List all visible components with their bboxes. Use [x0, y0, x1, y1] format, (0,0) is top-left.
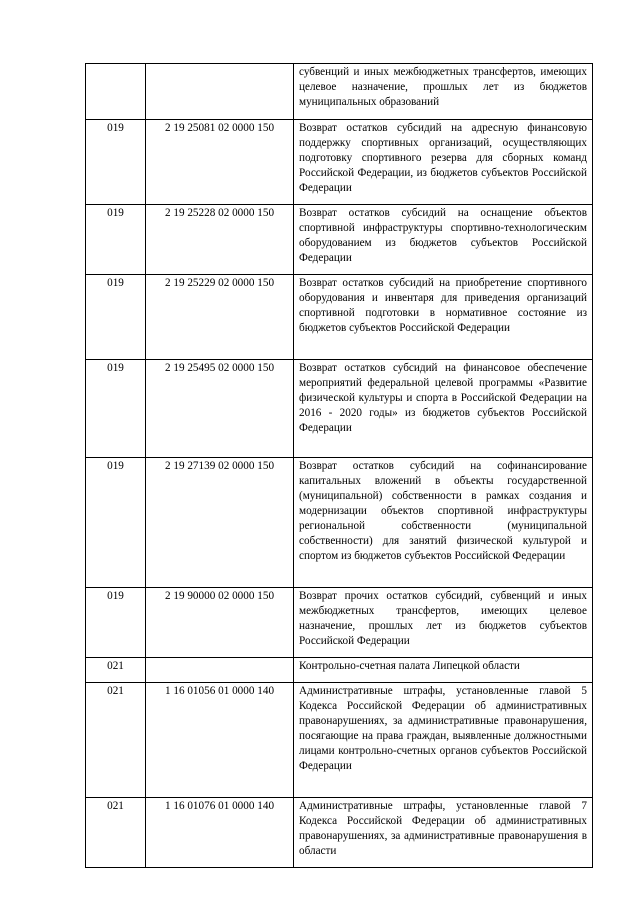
income-name-cell: Административные штрафы, установленные главой 5 Кодекса Российской Федерации об административных правонарушениях, за административные правонарушения, посягающие на права граждан, выявленные должностными лицами контрольно-счетных органов субъектов Российской Федерации — [294, 683, 593, 798]
admin-code-cell: 019 — [86, 120, 146, 205]
admin-code-cell — [86, 64, 146, 120]
table-row — [86, 683, 593, 798]
income-name-cell: Административные штрафы, установленные главой 7 Кодекса Российской Федерации об административных правонарушениях, за административные правонарушения в области — [294, 798, 593, 868]
admin-code-cell: 021 — [86, 798, 146, 868]
table-row — [86, 658, 593, 683]
admin-code-cell: 019 — [86, 588, 146, 658]
table-row — [86, 458, 593, 588]
budget-code-cell — [146, 658, 294, 683]
admin-code-cell: 019 — [86, 275, 146, 360]
income-name-cell: Возврат остатков субсидий на оснащение объектов спортивной инфраструктуры спортивно-технологическим оборудованием из бюджетов субъектов Российской Федерации — [294, 205, 593, 275]
income-name-cell: Контрольно-счетная палата Липецкой области — [294, 658, 593, 683]
income-name-cell: Возврат остатков субсидий на финансовое обеспечение мероприятий федеральной целевой программы «Развитие физической культуры и спорта в Российской Федерации на 2016 - 2020 годы» из бюджетов субъектов Российской Федерации — [294, 360, 593, 458]
budget-codes-table — [85, 63, 593, 868]
budget-code-cell — [146, 64, 294, 120]
table-row — [86, 588, 593, 658]
table-row — [86, 120, 593, 205]
income-name-cell: Возврат остатков субсидий на адресную финансовую поддержку спортивных организаций, осуществляющих подготовку спортивного резерва для сборных команд Российской Федерации, из бюджетов субъектов Российской Федерации — [294, 120, 593, 205]
admin-code-cell: 019 — [86, 458, 146, 588]
budget-code-cell: 1 16 01076 01 0000 140 — [146, 798, 294, 868]
budget-code-cell: 2 19 25228 02 0000 150 — [146, 205, 294, 275]
income-name-cell: Возврат остатков субсидий на приобретение спортивного оборудования и инвентаря для приведения организаций спортивной подготовки в нормативное состояние из бюджетов субъектов Российской Федерации — [294, 275, 593, 360]
table-row — [86, 275, 593, 360]
income-name-cell: Возврат остатков субсидий на софинансирование капитальных вложений в объекты государственной (муниципальной) собственности в рамках создания и модернизации объектов спортивной инфраструктуры региональной собственности (муниципальной собственности) для занятий физической культурой и спортом из бюджетов субъектов Российской Федерации — [294, 458, 593, 588]
admin-code-cell: 019 — [86, 360, 146, 458]
table-row — [86, 64, 593, 120]
table-row — [86, 360, 593, 458]
income-name-cell: Возврат прочих остатков субсидий, субвенций и иных межбюджетных трансфертов, имеющих целевое назначение, прошлых лет из бюджетов субъектов Российской Федерации — [294, 588, 593, 658]
budget-code-cell: 1 16 01056 01 0000 140 — [146, 683, 294, 798]
table-row — [86, 798, 593, 868]
admin-code-cell: 019 — [86, 205, 146, 275]
budget-code-cell: 2 19 27139 02 0000 150 — [146, 458, 294, 588]
budget-code-cell: 2 19 90000 02 0000 150 — [146, 588, 294, 658]
budget-code-cell: 2 19 25229 02 0000 150 — [146, 275, 294, 360]
table-row — [86, 205, 593, 275]
income-name-cell: субвенций и иных межбюджетных трансфертов, имеющих целевое назначение, прошлых лет из бюджетов муниципальных образований — [294, 64, 593, 120]
budget-code-cell: 2 19 25495 02 0000 150 — [146, 360, 294, 458]
admin-code-cell: 021 — [86, 658, 146, 683]
admin-code-cell: 021 — [86, 683, 146, 798]
budget-code-cell: 2 19 25081 02 0000 150 — [146, 120, 294, 205]
